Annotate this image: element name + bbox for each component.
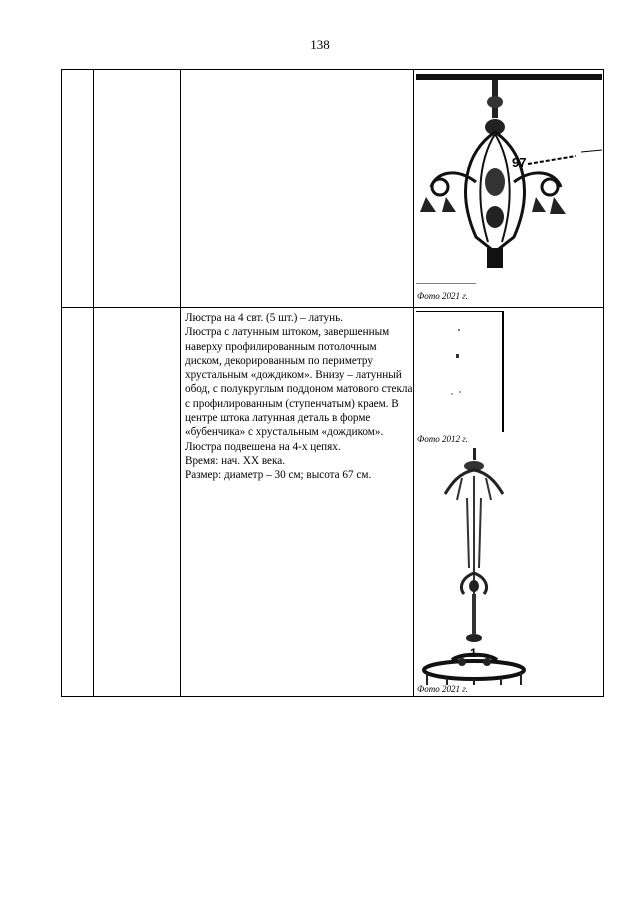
photo-caption: Фото 2021 г.	[417, 291, 468, 301]
faded-photo	[416, 311, 504, 432]
inventory-table	[61, 69, 604, 697]
column-divider	[180, 70, 181, 696]
description-line: Размер: диаметр – 30 см; высота 67 см.	[185, 469, 372, 482]
photo-caption: Фото 2012 г.	[417, 434, 468, 444]
page-number: 138	[310, 37, 330, 52]
chandelier-photo-row2	[417, 448, 532, 685]
svg-text:97: 97	[512, 155, 527, 170]
description-line: Люстра с латунным штоком, завершенным наверху профилированным потолочным диском, декорированным по периметру хрустальным «дождиком». Внизу – латунный обод, с полукруглым поддоном матового стекла с профилированным (ступенчатым) краем. В центре штока латунная деталь в форме «бубенчика» с хрустальным «дождиком». Люстра подвешена на 4-х цепях.	[185, 326, 413, 453]
svg-text:1: 1	[470, 646, 477, 660]
description-cell	[185, 311, 415, 483]
description-line: Время: нач. XX века.	[185, 454, 286, 467]
column-divider	[93, 70, 94, 696]
description-line: Люстра на 4 свт. (5 шт.) – латунь.	[185, 312, 344, 324]
chandelier-photo-row1	[416, 72, 602, 284]
photo-caption: Фото 2021 г.	[417, 684, 468, 694]
row-divider	[62, 307, 603, 308]
